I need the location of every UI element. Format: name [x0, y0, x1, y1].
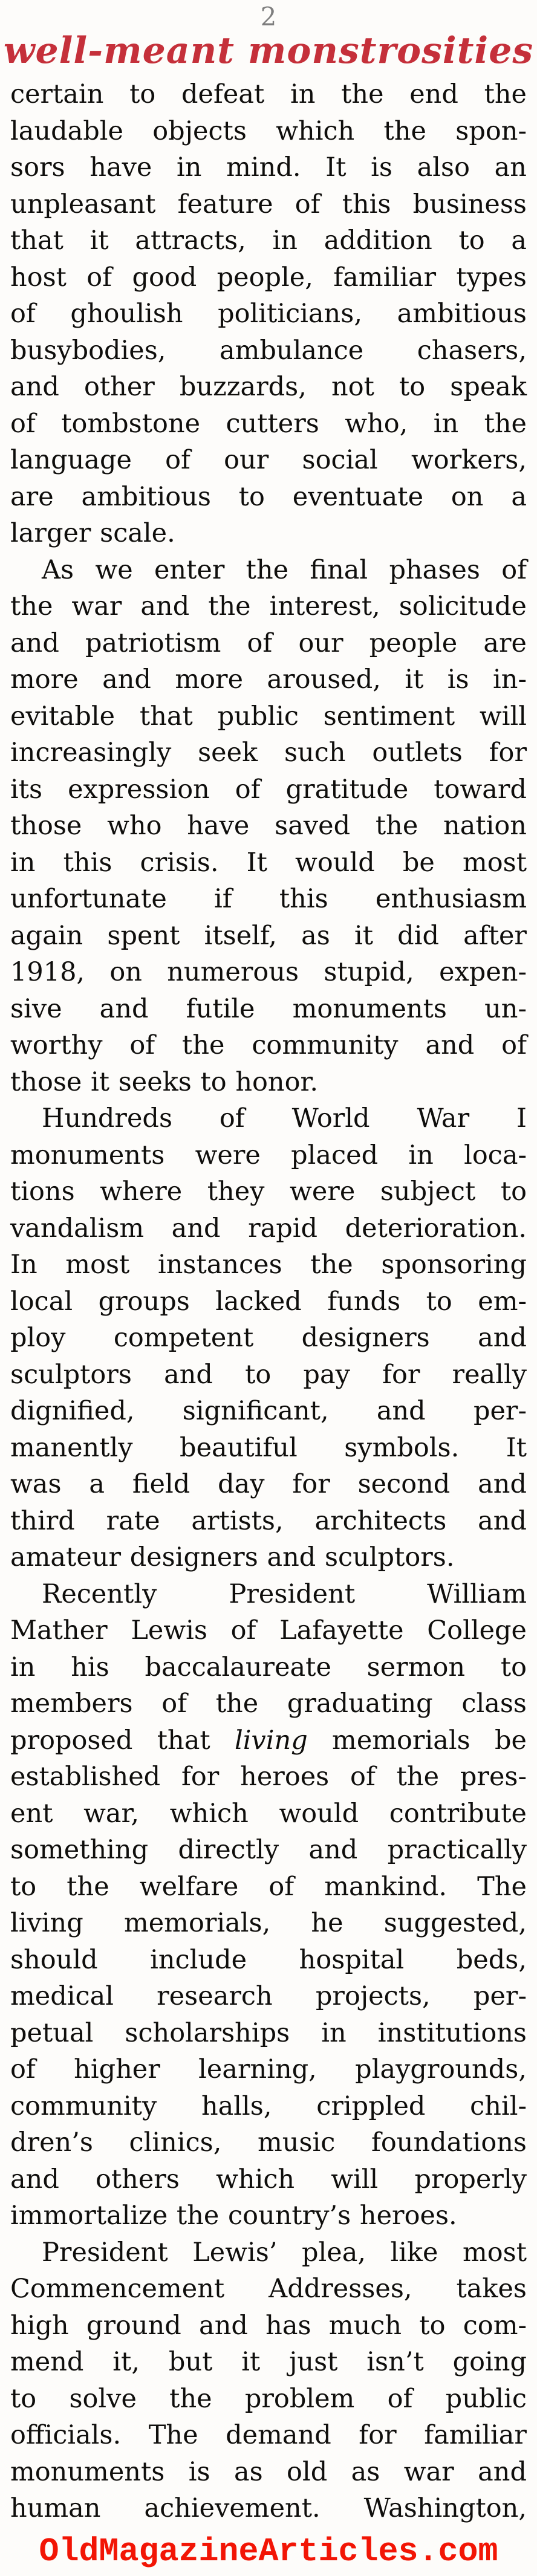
page-number: 2 — [260, 2, 277, 31]
text-line: busybodies, ambulance chasers, — [10, 335, 527, 366]
text-line: was a field day for second and — [10, 1469, 527, 1499]
text-line: living memorials, he suggested, — [10, 1908, 527, 1938]
text-line: larger scale. — [10, 518, 175, 548]
text-line: of tombstone cutters who, in the — [10, 408, 527, 439]
text-line: monuments is as old as war and — [10, 2456, 527, 2487]
text-line: monuments were placed in loca- — [10, 1140, 527, 1170]
text-line: that it attracts, in addition to a — [10, 225, 527, 256]
article-title: well-meant monstrosities — [3, 30, 534, 72]
text-line: again spent itself, as it did after — [10, 920, 527, 951]
text-line: sive and futile monuments un- — [10, 993, 527, 1024]
text-line: certain to defeat in the end the — [10, 79, 527, 109]
text-line: dignified, significant, and per- — [10, 1396, 527, 1426]
text-line: those it seeks to honor. — [10, 1066, 318, 1097]
text-line: are ambitious to eventuate on a — [10, 481, 527, 512]
text-line: worthy of the community and of — [10, 1030, 527, 1060]
text-line: immortalize the country’s heroes. — [10, 2201, 457, 2231]
text-line: sculptors and to pay for really — [10, 1359, 527, 1390]
text-line: in this crisis. It would be most — [10, 847, 527, 878]
text-line: third rate artists, architects and — [10, 1505, 527, 1536]
text-line: something directly and practically — [10, 1835, 527, 1865]
text-line: In most instances the sponsoring — [10, 1250, 527, 1280]
text-line: and other buzzards, not to speak — [10, 372, 527, 402]
text-line: local groups lacked funds to em- — [10, 1286, 527, 1317]
text-line: in his baccalaureate sermon to — [10, 1652, 527, 1682]
text-line: ent war, which would contribute — [10, 1798, 527, 1829]
text-line: to solve the problem of public — [10, 2383, 527, 2414]
text-line: mend it, but it just isn’t going — [10, 2347, 527, 2377]
text-line: Recently President William — [42, 1578, 527, 1609]
italic-text: living — [234, 1725, 308, 1756]
text-line: proposed that living memorials be — [10, 1725, 527, 1756]
text-line: evitable that public sentiment will — [10, 701, 527, 732]
text-line: ploy competent designers and — [10, 1323, 527, 1353]
text-line: laudable objects which the spon- — [10, 115, 527, 146]
text-line: host of good people, familiar types — [10, 262, 527, 293]
text-line: 1918, on numerous stupid, expen- — [10, 957, 527, 987]
text-line: high ground and has much to com- — [10, 2310, 527, 2341]
text-line: Mather Lewis of Lafayette College — [10, 1615, 527, 1646]
text-line: community halls, crippled chil- — [10, 2091, 527, 2121]
text-line: human achievement. Washington, — [10, 2493, 527, 2523]
text-line: petual scholarships in institutions — [10, 2017, 527, 2048]
text-line: and patriotism of our people are — [10, 628, 527, 658]
text-line: manently beautiful symbols. It — [10, 1432, 527, 1463]
text-line: those who have saved the nation — [10, 811, 527, 841]
text-line: its expression of gratitude toward — [10, 774, 527, 805]
text-line: As we enter the final phases of — [42, 554, 527, 585]
text-line: established for heroes of the pres- — [10, 1762, 527, 1792]
text-line: to the welfare of mankind. The — [10, 1871, 527, 1902]
text-line: increasingly seek such outlets for — [10, 738, 527, 768]
text-line: medical research projects, per- — [10, 1981, 527, 2011]
text-line: officials. The demand for familiar — [10, 2420, 527, 2450]
text-line: of ghoulish politicians, ambitious — [10, 299, 527, 329]
article-text — [10, 76, 527, 2527]
text-line: tions where they were subject to — [10, 1176, 527, 1207]
text-line: sors have in mind. It is also an — [10, 152, 527, 183]
text-line: vandalism and rapid deterioration. — [10, 1213, 527, 1244]
text-line: amateur designers and sculptors. — [10, 1542, 455, 1572]
text-line: language of our social workers, — [10, 445, 527, 475]
text-line: should include hospital beds, — [10, 1944, 527, 1975]
text-line: unpleasant feature of this business — [10, 189, 527, 219]
text-line: President Lewis’ plea, like most — [42, 2237, 527, 2268]
text-line: the war and the interest, solicitude — [10, 591, 527, 621]
text-line: members of the graduating class — [10, 1689, 527, 1719]
text-line: more and more aroused, it is in- — [10, 664, 527, 695]
text-line: dren’s clinics, music foundations — [10, 2127, 527, 2158]
text-line: unfortunate if this enthusiasm — [10, 884, 527, 914]
text-line: and others which will properly — [10, 2164, 527, 2195]
text-line: Commencement Addresses, takes — [10, 2274, 527, 2304]
text-line: of higher learning, playgrounds, — [10, 2054, 527, 2084]
text-line: Hundreds of World War I — [42, 1103, 527, 1134]
watermark-site-name: OldMagazineArticles.com — [39, 2532, 498, 2571]
